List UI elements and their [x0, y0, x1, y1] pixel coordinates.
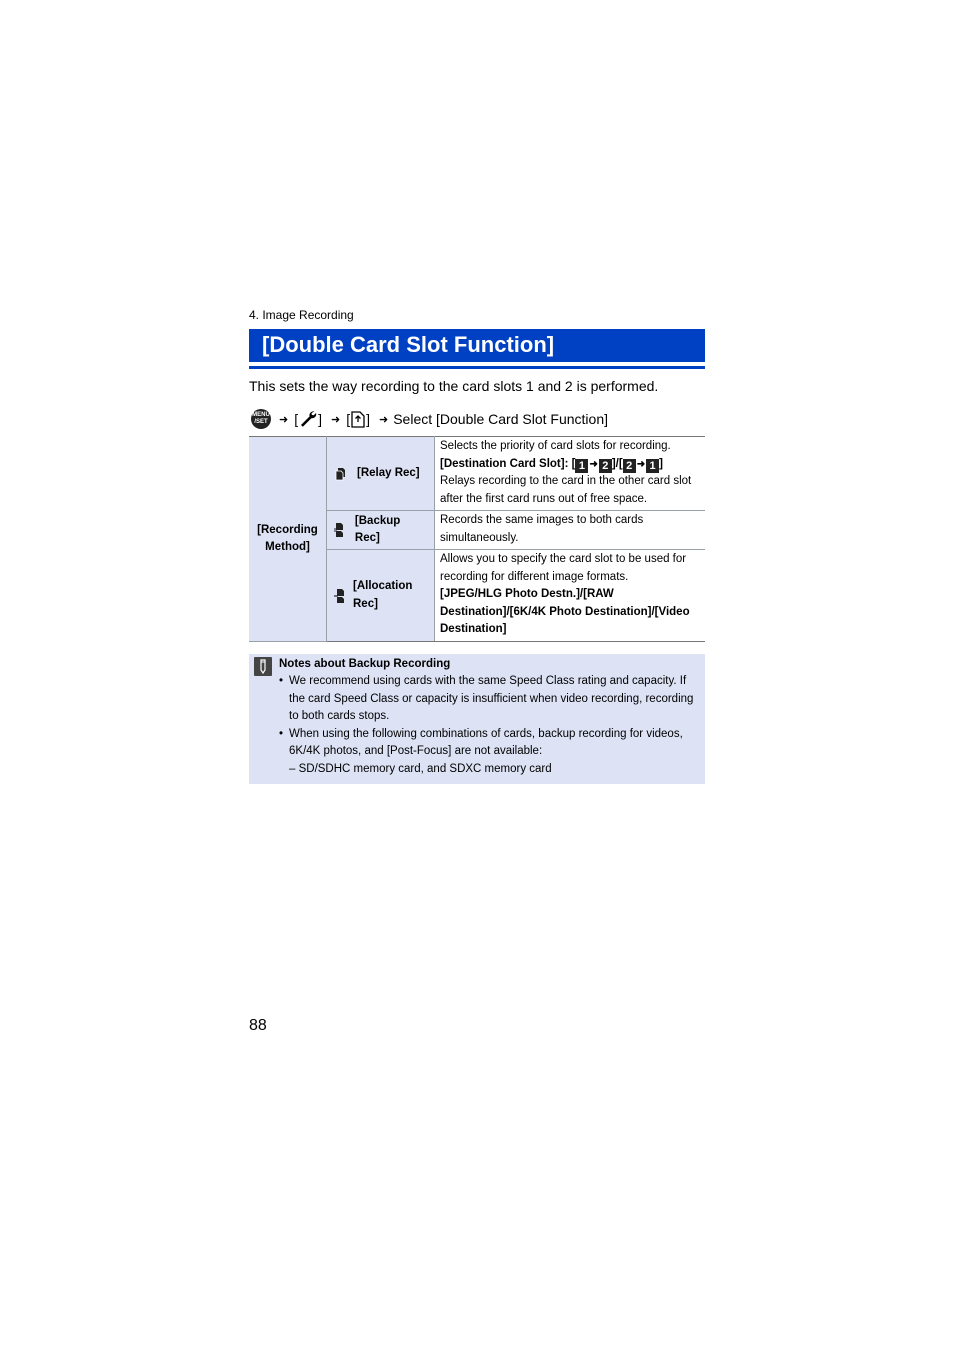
arrow-right-icon: ➜ — [279, 413, 289, 426]
allocation-rec-icon — [333, 588, 345, 604]
table-row — [249, 437, 705, 511]
page-title: [Double Card Slot Function] — [262, 332, 555, 357]
arrow-right-icon: ➜ — [331, 413, 341, 426]
option-cell — [327, 437, 435, 511]
description-cell: Allows you to specify the card slot to be used for recording for different image formats. [JPEG/HLG Photo Destn.]/[RAW Destination]/[6K/4K Photo Destination]/[Video Destination] — [435, 550, 706, 642]
notes-list — [279, 673, 701, 778]
list-item: • We recommend using cards with the same Speed Class rating and capacity. If the card Speed Class or capacity is insufficient when video recording, recording to both cards stops. — [279, 675, 694, 722]
intro-text: This sets the way recording to the card slots 1 and 2 is performed. — [249, 378, 659, 394]
menu-path: MENU /SET ➜ [ ] ➜ [ ] ➜ Select [Double Card Slot Function] — [252, 411, 608, 427]
backup-rec-icon — [333, 522, 347, 538]
slot-badge: 1 — [575, 459, 588, 473]
option-label: [Allocation Rec] — [353, 580, 413, 610]
notes-title: Notes about Backup Recording — [279, 658, 451, 670]
option-label: [Backup Rec] — [354, 514, 401, 544]
arrow-icon: ➜ — [636, 458, 646, 470]
card-menu-icon — [351, 411, 365, 428]
slot-badge: 1 — [646, 459, 659, 473]
wrench-icon — [299, 410, 317, 428]
notes-box — [249, 654, 705, 784]
option-cell — [327, 511, 435, 550]
description-cell: Selects the priority of card slots for recording. [Destination Card Slot]: [ 1 ➜ 2 ]/[ 2 ➜ 1 ] Relays recording to the card in the other card slot after the first card runs out of free space. — [435, 437, 706, 511]
option-cell — [327, 550, 435, 642]
relay-rec-icon — [333, 467, 347, 481]
settings-table — [249, 436, 705, 642]
arrow-icon: ➜ — [589, 458, 598, 470]
sub-list-item: – SD/SDHC memory card, and SDXC memory card — [289, 762, 552, 775]
slot-badge: 2 — [623, 459, 636, 473]
description-cell: Records the same images to both cards simultaneously. — [435, 511, 706, 550]
arrow-right-icon: ➜ — [379, 413, 389, 426]
group-label: [Recording Method] — [249, 437, 327, 642]
option-label: [Relay Rec] — [357, 466, 420, 479]
title-bar — [249, 329, 705, 366]
chapter-label: 4. Image Recording — [249, 308, 354, 322]
menu-set-icon: MENU /SET — [251, 409, 271, 429]
page-number: 88 — [249, 1017, 267, 1034]
slot-badge: 2 — [599, 459, 612, 473]
note-pencil-icon — [254, 657, 272, 676]
list-item: • When using the following combinations of cards, backup recording for videos, 6K/4K photos, and [Post-Focus] are not available: — [279, 727, 683, 757]
destination-line: [Destination Card Slot]: [ 1 ➜ 2 ]/[ 2 ➜ 1 ] — [440, 457, 663, 472]
